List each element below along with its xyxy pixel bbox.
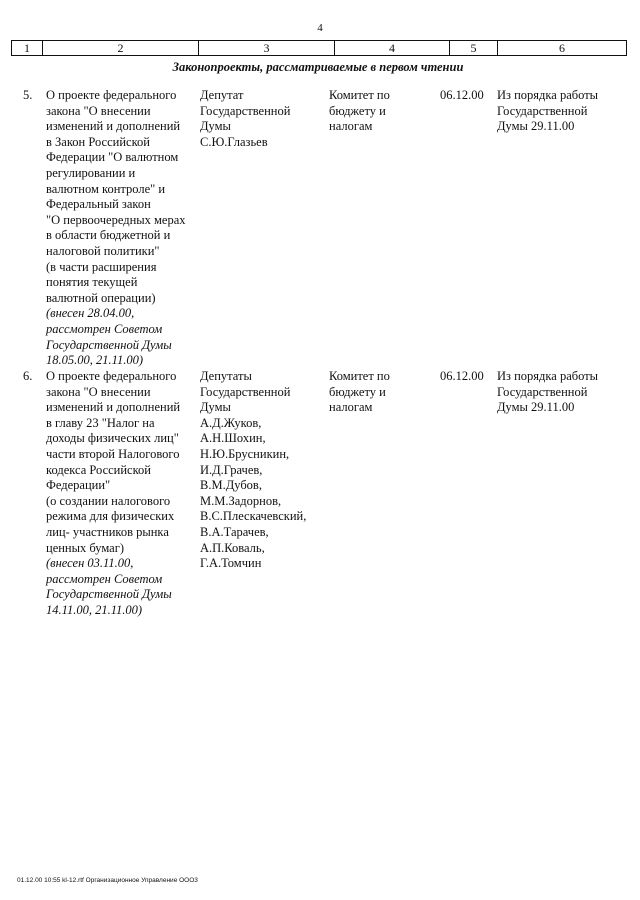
bill-note-line: (внесен 03.11.00,: [46, 556, 134, 571]
header-column-1: 1: [24, 41, 30, 55]
author-line: В.С.Плескачевский,: [200, 509, 307, 524]
bill-authors: [200, 88, 322, 150]
bill-title-line: закона "О внесении: [46, 384, 151, 399]
author-line: Депутаты: [200, 369, 252, 383]
bill-title-line: части второй Налогового: [46, 446, 180, 461]
hearing-date: 06.12.00: [440, 369, 484, 383]
bill-title-line: Федеральный закон: [46, 197, 151, 212]
basis-reference: [497, 88, 623, 135]
bill-title-line: в Закон Российской: [46, 134, 150, 149]
author-line: В.М.Дубов,: [200, 478, 262, 493]
bill-title-line: закона "О внесении: [46, 103, 151, 118]
bill-title-line: изменений и дополнений: [46, 400, 181, 415]
page-number: 4: [317, 22, 323, 34]
bill-title-line: (в части расширения: [46, 259, 157, 274]
author-line: Депутат: [200, 88, 244, 102]
bill-title-line: О проекте федерального: [46, 369, 177, 383]
basis-reference: [497, 369, 623, 416]
basis-line: Государственной: [497, 384, 588, 399]
bill-note-line: рассмотрен Советом: [46, 571, 163, 586]
committee-line: налогам: [329, 400, 373, 415]
bill-title-line: (о создании налогового: [46, 493, 171, 508]
committee-line: Комитет по: [329, 369, 390, 383]
bill-title-line: валютном контроле" и: [46, 181, 166, 196]
bill-note-line: 14.11.00, 21.11.00): [46, 602, 143, 617]
bill-title: [46, 88, 198, 369]
basis-line: Из порядка работы: [497, 369, 599, 383]
bill-title-line: понятия текущей: [46, 275, 138, 290]
author-line: А.Д.Жуков,: [200, 415, 262, 430]
bill-title-line: налоговой политики": [46, 243, 160, 258]
bill-title-line: ценных бумаг): [46, 540, 125, 555]
bill-authors: [200, 369, 322, 572]
basis-line: Думы 29.11.00: [497, 119, 575, 134]
author-line: Думы: [200, 400, 231, 415]
header-column-2: 2: [42, 41, 198, 55]
basis-line: Из порядка работы: [497, 88, 599, 102]
bill-title-line: регулировании и: [46, 165, 136, 180]
author-line: Н.Ю.Брусникин,: [200, 446, 290, 461]
author-line: В.А.Тарачев,: [200, 524, 269, 539]
entry-number: 6.: [23, 369, 33, 383]
bill-title-line: Федерации": [46, 478, 111, 493]
author-line: А.Н.Шохин,: [200, 431, 266, 446]
bill-title-line: лиц- участников рынка: [46, 524, 169, 539]
entry-number: 5.: [23, 88, 33, 102]
bill-note-line: рассмотрен Советом: [46, 321, 163, 336]
bill-note-line: Государственной Думы: [46, 337, 172, 352]
author-line: И.Д.Грачев,: [200, 462, 263, 477]
header-column-4: 4: [334, 41, 449, 55]
author-line: Государственной: [200, 103, 291, 118]
committee-line: бюджету и: [329, 103, 386, 118]
author-line: С.Ю.Глазьев: [200, 134, 268, 149]
committee-line: налогам: [329, 119, 373, 134]
bill-note-line: (внесен 28.04.00,: [46, 306, 135, 321]
header-column-3: 3: [198, 41, 334, 55]
bill-title-line: "О первоочередных мерах: [46, 212, 186, 227]
author-line: Государственной: [200, 384, 291, 399]
bill-title-line: кодекса Российской: [46, 462, 151, 477]
basis-line: Государственной: [497, 103, 588, 118]
author-line: Думы: [200, 119, 231, 134]
basis-line: Думы 29.11.00: [497, 400, 575, 415]
bill-title-line: изменений и дополнений: [46, 119, 181, 134]
bill-title-line: Федерации "О валютном: [46, 150, 179, 165]
responsible-committee: [329, 369, 433, 416]
bill-title-line: валютной операции): [46, 290, 156, 305]
hearing-date: 06.12.00: [440, 88, 484, 102]
bill-title-line: в области бюджетной и: [46, 228, 171, 243]
bill-title-line: О проекте федерального: [46, 88, 177, 102]
author-line: М.М.Задорнов,: [200, 493, 282, 508]
table-header: [11, 40, 627, 56]
responsible-committee: [329, 88, 433, 135]
author-line: Г.А.Томчин: [200, 556, 262, 571]
header-column-5: 5: [449, 41, 497, 55]
bill-title-line: режима для физических: [46, 509, 175, 524]
bill-title: [46, 369, 198, 619]
header-column-6: 6: [497, 41, 626, 55]
author-line: А.П.Коваль,: [200, 540, 265, 555]
footer-text: 01.12.00 10:55 kl-12.rtf Организационное Управление ООО3: [17, 877, 198, 884]
bill-note-line: Государственной Думы: [46, 587, 172, 602]
bill-title-line: доходы физических лиц": [46, 431, 179, 446]
section-title: Законопроекты, рассматриваемые в первом чтении: [172, 60, 464, 74]
committee-line: бюджету и: [329, 384, 386, 399]
bill-title-line: в главу 23 "Налог на: [46, 415, 155, 430]
committee-line: Комитет по: [329, 88, 390, 102]
bill-note-line: 18.05.00, 21.11.00): [46, 353, 143, 368]
